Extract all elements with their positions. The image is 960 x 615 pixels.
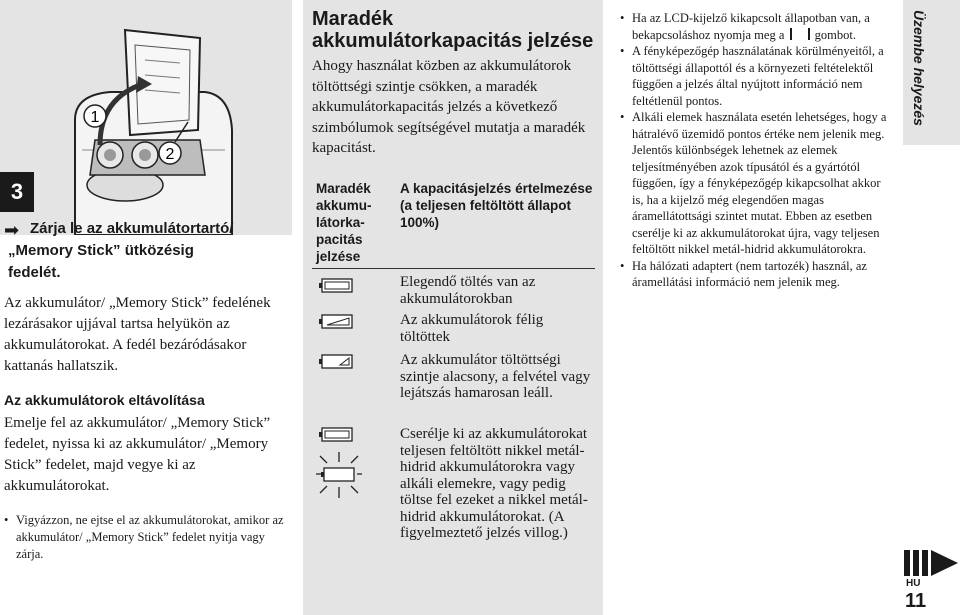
instruction-line: fedelét. [8, 264, 61, 281]
caution-note [4, 512, 292, 563]
bullet: • [620, 44, 625, 58]
camera-illustration-panel [0, 0, 292, 235]
step-number-badge: 3 [0, 172, 34, 212]
page-number: 11 [905, 590, 927, 612]
table-row: Az akkumulátor töltöttségi szintje alacsony, a felvétel vagy lejátszás hamarosan leáll. [400, 352, 591, 401]
instruction-line: Zárja le az akkumulátortartó/ [30, 220, 234, 237]
language-code: HU [906, 578, 921, 589]
bullet: • [620, 110, 625, 124]
battery-empty-icon [318, 426, 358, 444]
note-text: A fényképezőgép használatának körülményeitől, a töltöttségi állapottól és a környezeti feltételektől függően a jelzés által nyújtott információ nem feltétlenül pontos. [632, 44, 884, 108]
note-text: Alkáli elemek használata esetén lehetséges, hogy a hátralévő üzemidő pontos értéke nem jelenik meg. Jelentős különbségek lehetnek az elemek teljesítményében azok típusától és a gyártótól függően, így a fényképezőgép kikapcsolhat akkor is, ha a kijelző még elegendően magas áramellátottsági szintet mutat. Ebben az esetben cserélje ki az akkumulátorokat újra, vagy teljesen feltöltött nikkel metál-hidrid akkumulátorokra. [632, 110, 887, 256]
list-item [620, 10, 892, 43]
section-title: Maradék akkumulátorkapacitás jelzése [312, 8, 594, 52]
bullet: • [620, 11, 625, 25]
table-header-indicator: Maradék akkumu-látorka-pacitás jelzése [316, 181, 372, 264]
page-marker-bars [904, 550, 958, 576]
bullet: • [620, 258, 625, 273]
list-item [620, 109, 892, 258]
table-row: Elegendő töltés van az akkumulátorokban [400, 274, 536, 307]
arrow-right-icon: ➡ [4, 220, 20, 241]
battery-blinking-icon [314, 450, 364, 500]
note-text: Ha az LCD-kijelző kikapcsolt állapotban van, a bekapcsoláshoz nyomja meg a [632, 11, 870, 42]
battery-low-icon [318, 353, 358, 371]
bullet: • [4, 513, 9, 527]
removal-paragraph: Emelje fel az akkumulátor/ „Memory Stick” fedelet, nyissa ki az akkumulátor/ „Memory Stick” fedelet, majd vegye ki az akkumulátorokat. [4, 415, 271, 494]
note-text: gombot. [814, 27, 856, 42]
removal-heading: Az akkumulátorok eltávolítása [4, 392, 205, 408]
battery-half-icon [318, 313, 358, 331]
caution-text: Vigyázzon, ne ejtse el az akkumulátorokat, amikor az akkumulátor/ „Memory Stick” fedelet nyitja vagy zárja. [16, 513, 284, 561]
list-item [620, 43, 892, 109]
camera-battery-compartment-illustration [0, 0, 292, 235]
section-intro: Ahogy használat közben az akkumulátorok töltöttségi szintje csökken, a maradék akkumulátorkapacitás jelzés a következő szimbólumok segítségével mutatja a maradék kapacitást. [312, 58, 586, 156]
instruction-line: „Memory Stick” ütközésig [8, 242, 194, 259]
callout-2: 2 [165, 146, 175, 163]
table-divider [312, 268, 595, 269]
note-text: Ha hálózati adaptert (nem tartozék) használ, az áramellátási információ nem jelenik meg. [632, 258, 867, 289]
notes-list [620, 10, 892, 291]
list-item [620, 258, 892, 291]
table-row: Az akkumulátorok félig töltöttek [400, 312, 544, 345]
display-button-icon [790, 28, 810, 40]
table-header-meaning: A kapacitásjelzés értelmezése (a teljesen feltöltött állapot 100%) [400, 181, 593, 230]
table-row: Cserélje ki az akkumulátorokat teljesen feltöltött nikkel metál-hidrid akkumulátorokra vagy alkáli elemekre, vagy pedig töltse fel ezeket a nikkel metál-hidrid akkumulátorokat. (A figyelmeztető jelzés villog.) [400, 426, 588, 541]
callout-1: 1 [90, 109, 100, 126]
battery-full-icon [318, 277, 358, 295]
section-tab-label: Üzembe helyezés [911, 10, 927, 126]
closing-paragraph: Az akkumulátor/ „Memory Stick” fedelének lezárásakor ujjával tartsa helyükön az akkumulátorokat. A fedél bezáródásakor kattanás hallatszik. [4, 295, 271, 374]
